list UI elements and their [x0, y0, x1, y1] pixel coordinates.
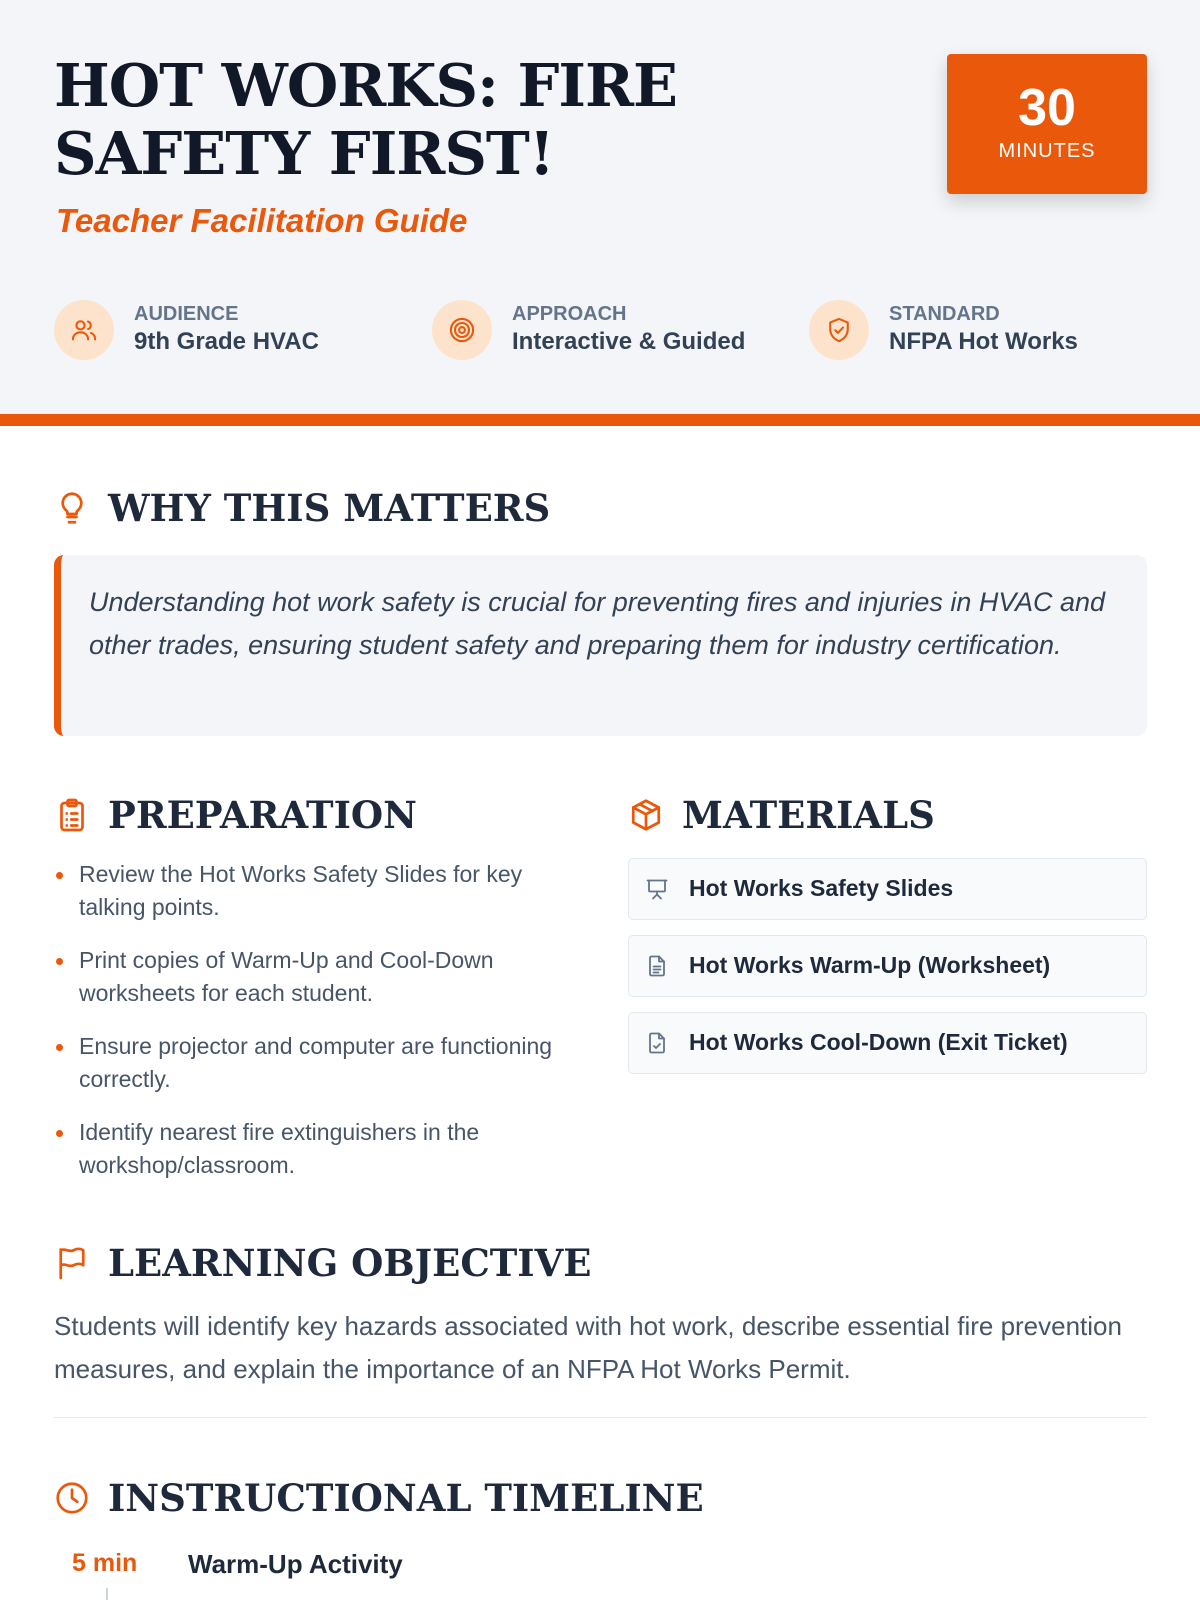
material-label: Hot Works Safety Slides [689, 875, 954, 901]
preparation-list [54, 858, 574, 1202]
section-title: WHY THIS MATTERS [108, 486, 551, 530]
list-item [54, 1030, 574, 1096]
target-icon [432, 300, 492, 360]
document-check-icon [645, 1031, 669, 1055]
material-item-warm-up[interactable] [628, 935, 1147, 997]
timeline-connector [106, 1588, 108, 1600]
list-item [54, 858, 574, 924]
header-accent-bar [0, 414, 1200, 426]
section-timeline-heading [54, 1476, 854, 1520]
meta-label: STANDARD [889, 303, 1000, 325]
lightbulb-icon [54, 490, 90, 526]
list-item-text: Review the Hot Works Safety Slides for key talking points. [79, 861, 523, 920]
meta-value: NFPA Hot Works [889, 328, 1078, 355]
duration-value: 30 [1018, 79, 1076, 137]
list-item [54, 1116, 574, 1182]
users-icon [54, 300, 114, 360]
section-title: LEARNING OBJECTIVE [108, 1241, 592, 1285]
package-icon [628, 797, 664, 833]
duration-unit: MINUTES [998, 140, 1096, 162]
list-item-text: Print copies of Warm-Up and Cool-Down worksheets for each student. [79, 947, 494, 1006]
bullet-icon [56, 872, 63, 879]
list-item-text: Identify nearest fire extinguishers in the workshop/classroom. [79, 1119, 480, 1178]
section-why-heading [54, 486, 654, 530]
meta-value: Interactive & Guided [512, 328, 746, 355]
section-title: INSTRUCTIONAL TIMELINE [108, 1476, 704, 1520]
section-objective-heading [54, 1241, 754, 1285]
section-title: MATERIALS [682, 793, 935, 837]
material-item-cool-down[interactable] [628, 1012, 1147, 1074]
why-callout: Understanding hot work safety is crucial for preventing fires and injuries in HVAC and other trades, ensuring student safety and preparing them for industry certification. [54, 555, 1147, 736]
material-label: Hot Works Cool-Down (Exit Ticket) [689, 1029, 1068, 1055]
flag-icon [54, 1245, 90, 1281]
shield-check-icon [809, 300, 869, 360]
material-item-slides[interactable] [628, 858, 1147, 920]
bullet-icon [56, 1044, 63, 1051]
clipboard-list-icon [54, 797, 90, 833]
meta-label: APPROACH [512, 303, 627, 325]
duration-badge [947, 54, 1147, 194]
meta-value: 9th Grade HVAC [134, 328, 319, 355]
objective-text: Students will identify key hazards associated with hot work, describe essential fire prevention measures, and explain the importance of an NFPA Hot Works Permit. [54, 1311, 1122, 1384]
list-item-text: Ensure projector and computer are functioning correctly. [79, 1033, 553, 1092]
meta-label: AUDIENCE [134, 303, 239, 325]
timeline-duration: 5 min [72, 1549, 138, 1577]
bullet-icon [56, 958, 63, 965]
clock-icon [54, 1480, 90, 1516]
list-item [54, 944, 574, 1010]
section-materials-heading [628, 793, 1148, 837]
section-preparation-heading [54, 793, 594, 837]
timeline-item-title: Warm-Up Activity [188, 1549, 403, 1579]
page-header [0, 0, 1200, 416]
page-subtitle: Teacher Facilitation Guide [56, 202, 468, 239]
section-divider [54, 1417, 1147, 1418]
presentation-icon [645, 877, 669, 901]
document-icon [645, 954, 669, 978]
material-label: Hot Works Warm-Up (Worksheet) [689, 952, 1051, 978]
section-title: PREPARATION [108, 793, 417, 837]
bullet-icon [56, 1130, 63, 1137]
page-title: HOT WORKS: FIRE SAFETY FIRST! [54, 51, 677, 188]
